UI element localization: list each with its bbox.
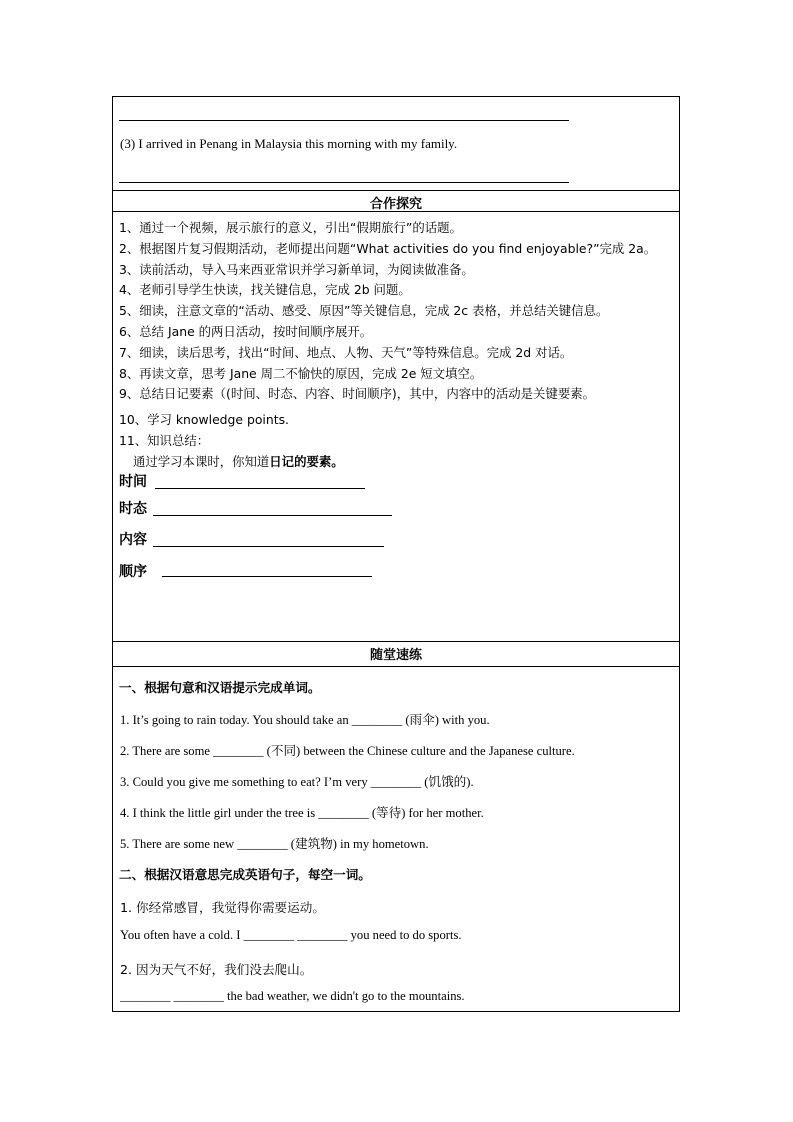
part1-title: 一、根据句意和汉语提示完成单词。 (119, 680, 321, 695)
step-item: 9、总结日记要素（(时间、时态、内容、时间顺序)，其中，内容中的活动是关键要素。 (119, 386, 596, 401)
label-time: 时间 (119, 474, 147, 490)
part2-title: 二、根据汉语意思完成英语句子，每空一词。 (119, 867, 371, 882)
step-item: 3、读前活动，导入马来西亚常识并学习新单词，为阅读做准备。 (119, 262, 474, 277)
answer-blank-line (162, 576, 372, 577)
answer-blank-line (119, 120, 569, 121)
step-item: 8、再读文章，思考 Jane 周二不愉快的原因，完成 2e 短文填空。 (119, 366, 483, 381)
label-order: 顺序 (119, 564, 147, 580)
step-item: 2、根据图片复习假期活动，老师提出问题“What activities do you find enjoyable?”完成 2a。 (119, 241, 657, 256)
exercise-item: ________ ________ the bad weather, we didn't go to the mountains. (120, 989, 465, 1003)
step-item: 6、总结 Jane 的两日活动，按时间顺序展开。 (119, 324, 373, 339)
row-divider (113, 190, 679, 191)
label-content: 内容 (119, 532, 147, 548)
exercise-item: 2. 因为天气不好，我们没去爬山。 (120, 962, 313, 977)
summary-line (133, 452, 344, 470)
answer-blank-line (119, 182, 569, 183)
step-item: 5、细读，注意文章的“活动、感受、原因”等关键信息，完成 2c 表格，并总结关键信息。 (119, 303, 609, 318)
worksheet-table (112, 96, 680, 1012)
answer-blank-line (155, 488, 365, 489)
exercise-item: 4. I think the little girl under the tree is ________ (等待) for her mother. (120, 806, 484, 820)
sentence-3: (3) I arrived in Penang in Malaysia this morning with my family. (120, 136, 458, 151)
exercise-item: 1. 你经常感冒，我觉得你需要运动。 (120, 900, 325, 915)
label-tense: 时态 (119, 501, 147, 517)
row-divider (113, 666, 679, 667)
step-item: 7、细读，读后思考，找出“时间、地点、人物、天气”等特殊信息。完成 2d 对话。 (119, 345, 573, 360)
summary-prefix: 通过学习本课时，你知道 (133, 454, 270, 469)
practice-header: 随堂速练 (369, 648, 422, 663)
step-item: 10、学习 knowledge points. (119, 412, 289, 427)
exercise-item: 1. It’s going to rain today. You should take an ________ (雨伞) with you. (120, 713, 490, 727)
answer-blank-line (153, 546, 384, 547)
exercise-item: 3. Could you give me something to eat? I’m very ________ (饥饿的). (120, 775, 474, 789)
row-divider (113, 211, 679, 212)
row-divider (113, 641, 679, 642)
exercise-item: 2. There are some ________ (不同) between the Chinese culture and the Japanese culture. (120, 744, 575, 758)
step-item: 11、知识总结： (119, 433, 210, 448)
step-item: 1、通过一个视频，展示旅行的意义，引出“假期旅行”的话题。 (119, 220, 462, 235)
step-item: 4、老师引导学生快读，找关键信息，完成 2b 问题。 (119, 282, 411, 297)
exercise-item: 5. There are some new ________ (建筑物) in my hometown. (120, 837, 429, 851)
summary-bold: 日记的要素。 (269, 454, 344, 469)
explore-header: 合作探究 (369, 197, 422, 212)
answer-blank-line (153, 515, 392, 516)
exercise-item: You often have a cold. I ________ ________ you need to do sports. (120, 928, 462, 942)
